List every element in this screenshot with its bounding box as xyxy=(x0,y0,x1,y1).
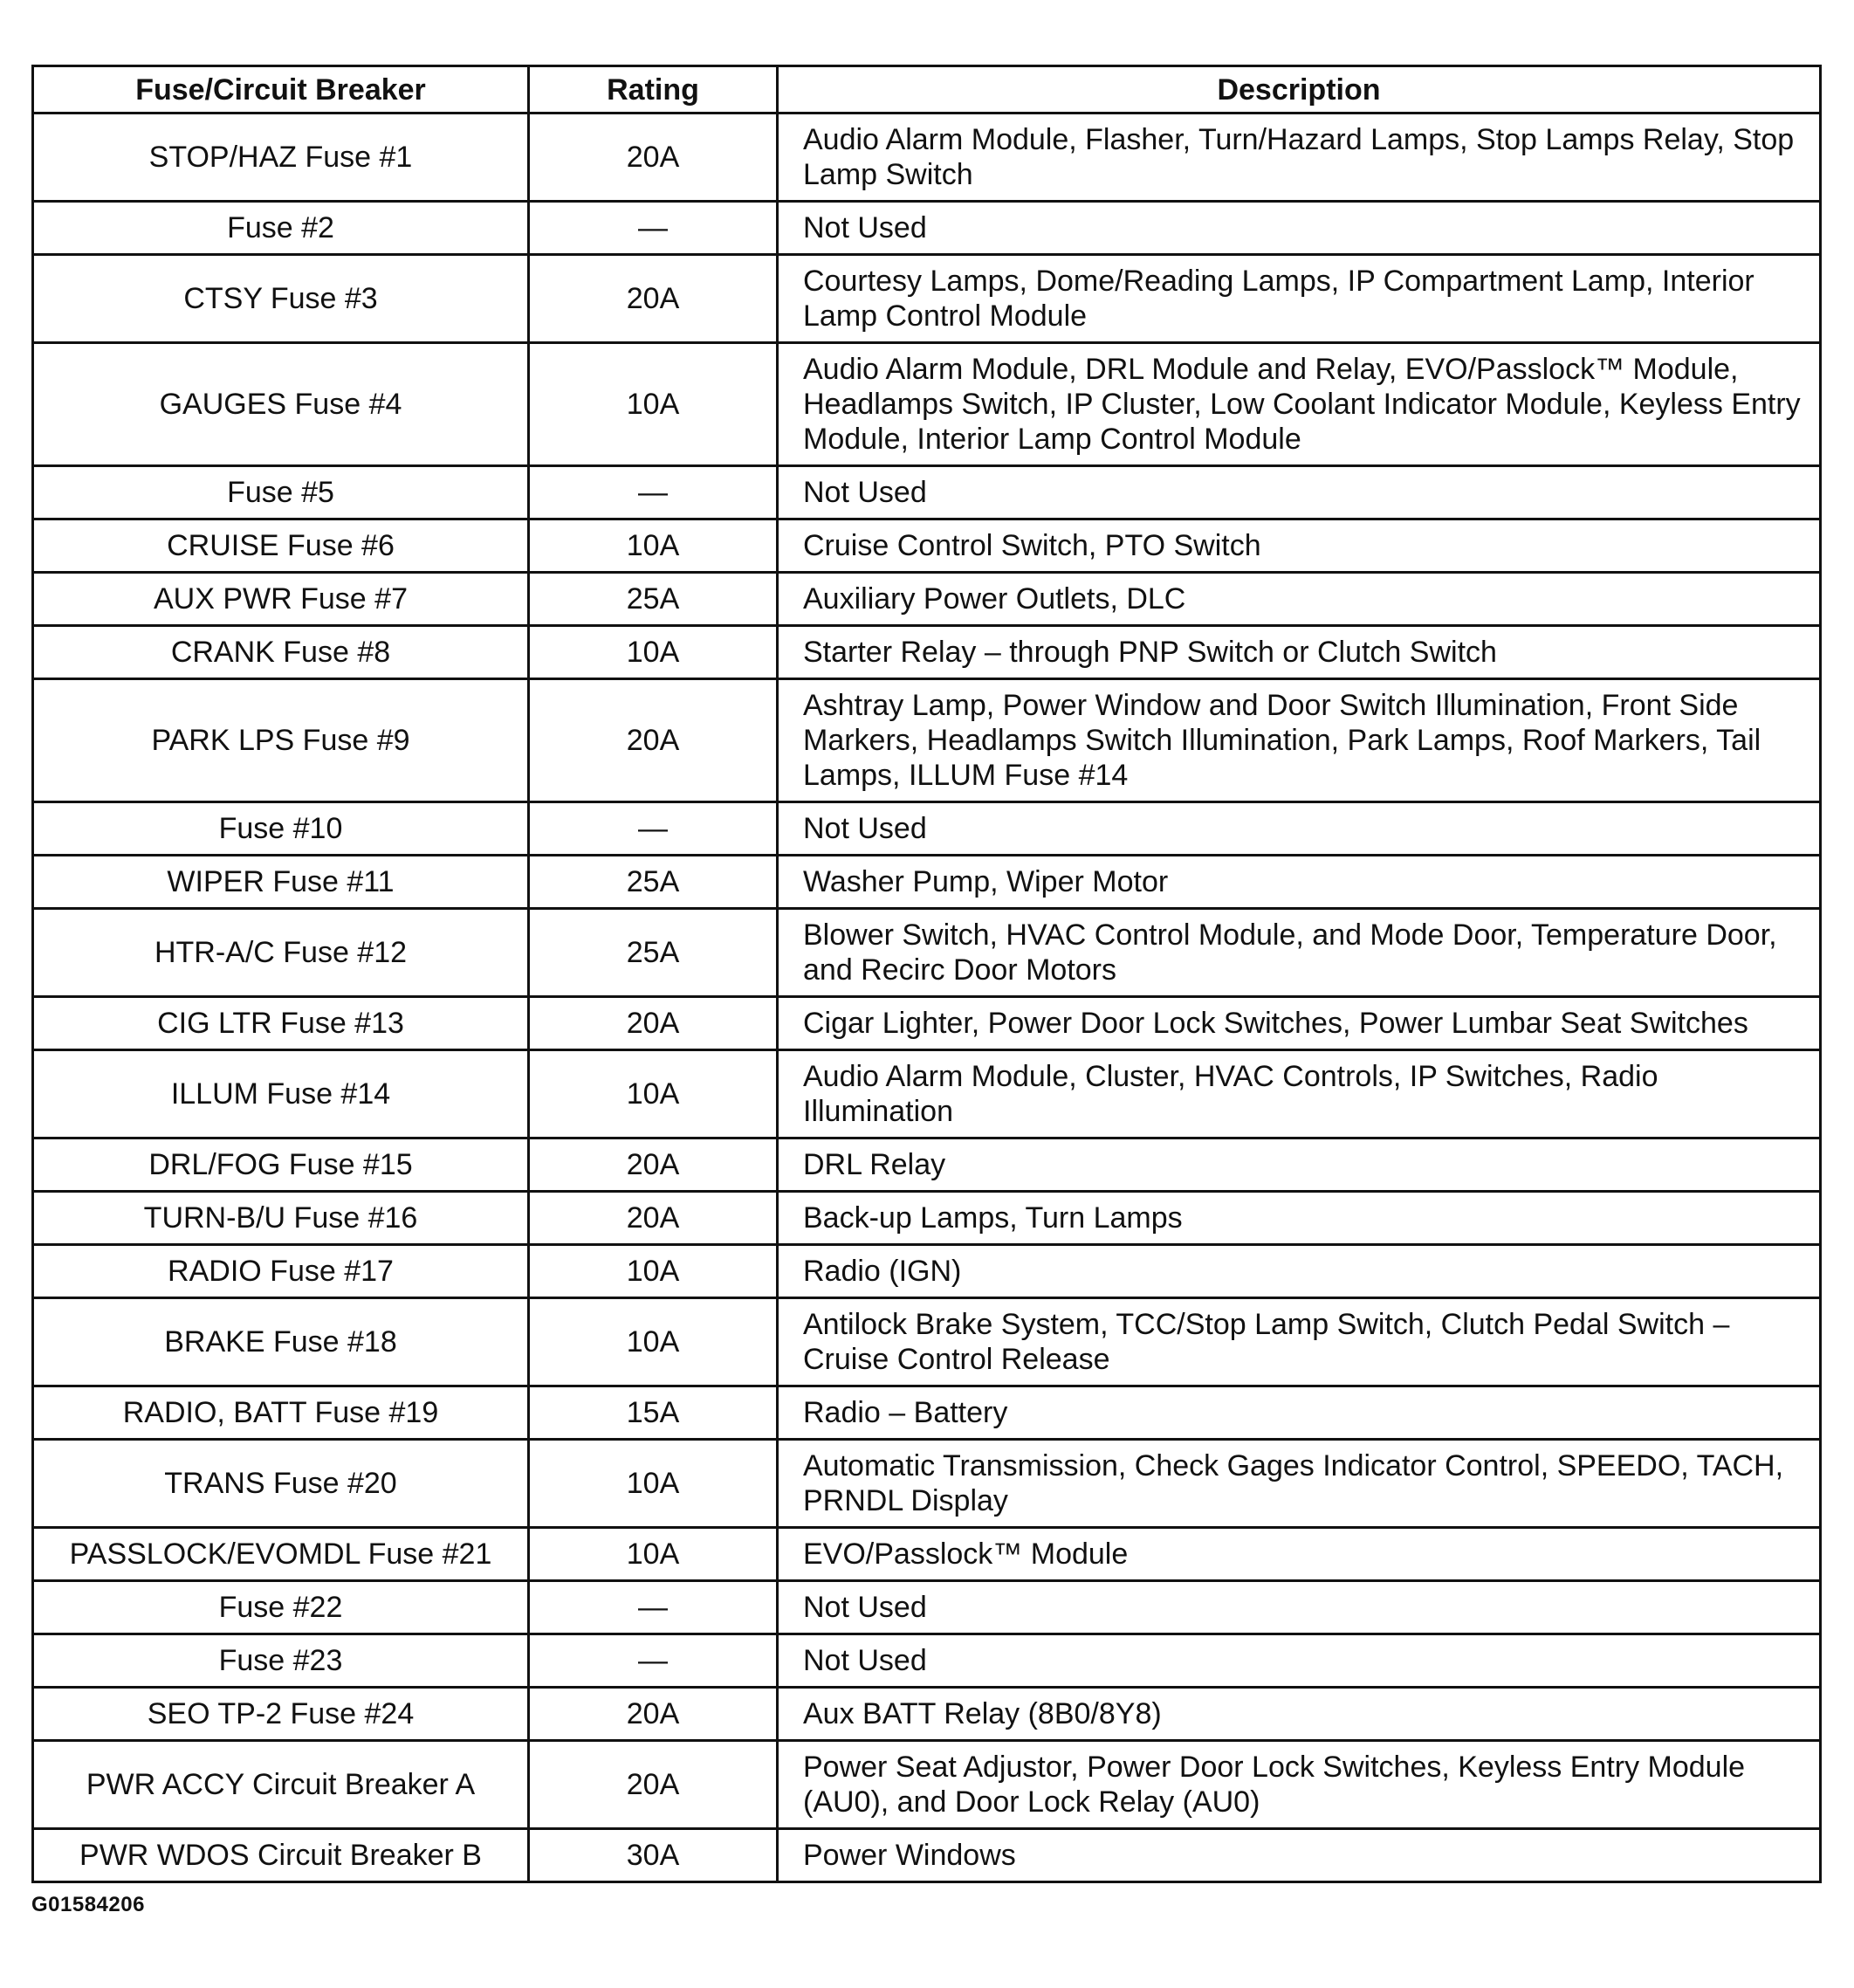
description-cell: Audio Alarm Module, Flasher, Turn/Hazard Lamps, Stop Lamps Relay, Stop Lamp Switch xyxy=(778,114,1821,202)
description-cell: Not Used xyxy=(778,1634,1821,1688)
column-header-description: Description xyxy=(778,66,1821,114)
table-row xyxy=(33,255,1821,343)
rating-cell: 30A xyxy=(529,1829,778,1882)
description-cell: Radio – Battery xyxy=(778,1386,1821,1440)
table-row xyxy=(33,343,1821,466)
description-cell: Washer Pump, Wiper Motor xyxy=(778,856,1821,909)
rating-cell: 10A xyxy=(529,626,778,679)
fuse-name-cell: AUX PWR Fuse #7 xyxy=(33,573,529,626)
fuse-name-cell: CRANK Fuse #8 xyxy=(33,626,529,679)
rating-cell: — xyxy=(529,1581,778,1634)
header-row xyxy=(33,66,1821,114)
table-row xyxy=(33,802,1821,856)
table-row xyxy=(33,679,1821,802)
description-cell: Aux BATT Relay (8B0/8Y8) xyxy=(778,1688,1821,1741)
rating-cell: 25A xyxy=(529,856,778,909)
fuse-name-cell: CRUISE Fuse #6 xyxy=(33,519,529,573)
fuse-name-cell: SEO TP-2 Fuse #24 xyxy=(33,1688,529,1741)
description-cell: Back-up Lamps, Turn Lamps xyxy=(778,1192,1821,1245)
description-cell: Automatic Transmission, Check Gages Indicator Control, SPEEDO, TACH, PRNDL Display xyxy=(778,1440,1821,1528)
fuse-name-cell: Fuse #2 xyxy=(33,202,529,255)
description-cell: Auxiliary Power Outlets, DLC xyxy=(778,573,1821,626)
description-cell: EVO/Passlock™ Module xyxy=(778,1528,1821,1581)
fuse-table xyxy=(31,65,1822,1883)
fuse-name-cell: GAUGES Fuse #4 xyxy=(33,343,529,466)
description-cell: Audio Alarm Module, Cluster, HVAC Controls, IP Switches, Radio Illumination xyxy=(778,1050,1821,1138)
rating-cell: — xyxy=(529,1634,778,1688)
table-row xyxy=(33,1298,1821,1386)
fuse-name-cell: PARK LPS Fuse #9 xyxy=(33,679,529,802)
fuse-name-cell: DRL/FOG Fuse #15 xyxy=(33,1138,529,1192)
fuse-name-cell: Fuse #22 xyxy=(33,1581,529,1634)
table-row xyxy=(33,519,1821,573)
rating-cell: 25A xyxy=(529,909,778,997)
fuse-name-cell: STOP/HAZ Fuse #1 xyxy=(33,114,529,202)
table-row xyxy=(33,1581,1821,1634)
rating-cell: 20A xyxy=(529,1192,778,1245)
fuse-name-cell: WIPER Fuse #11 xyxy=(33,856,529,909)
rating-cell: — xyxy=(529,466,778,519)
rating-cell: 20A xyxy=(529,997,778,1050)
fuse-name-cell: TRANS Fuse #20 xyxy=(33,1440,529,1528)
description-cell: Radio (IGN) xyxy=(778,1245,1821,1298)
table-body xyxy=(33,114,1821,1882)
rating-cell: 10A xyxy=(529,1050,778,1138)
table-row xyxy=(33,1245,1821,1298)
fuse-name-cell: Fuse #23 xyxy=(33,1634,529,1688)
table-row xyxy=(33,626,1821,679)
table-row xyxy=(33,1688,1821,1741)
table-row xyxy=(33,1528,1821,1581)
table-row xyxy=(33,1440,1821,1528)
rating-cell: 10A xyxy=(529,343,778,466)
fuse-name-cell: BRAKE Fuse #18 xyxy=(33,1298,529,1386)
description-cell: Ashtray Lamp, Power Window and Door Switch Illumination, Front Side Markers, Headlamps Switch Illumination, Park Lamps, Roof Markers, Tail Lamps, ILLUM Fuse #14 xyxy=(778,679,1821,802)
table-row xyxy=(33,1138,1821,1192)
rating-cell: 10A xyxy=(529,1440,778,1528)
column-header-fuse: Fuse/Circuit Breaker xyxy=(33,66,529,114)
description-cell: DRL Relay xyxy=(778,1138,1821,1192)
table-row xyxy=(33,202,1821,255)
description-cell: Antilock Brake System, TCC/Stop Lamp Switch, Clutch Pedal Switch – Cruise Control Release xyxy=(778,1298,1821,1386)
description-cell: Cruise Control Switch, PTO Switch xyxy=(778,519,1821,573)
figure-id: G01584206 xyxy=(31,1893,145,1916)
fuse-name-cell: HTR-A/C Fuse #12 xyxy=(33,909,529,997)
rating-cell: 10A xyxy=(529,1245,778,1298)
rating-cell: 25A xyxy=(529,573,778,626)
table-row xyxy=(33,1386,1821,1440)
rating-cell: 20A xyxy=(529,255,778,343)
table-row xyxy=(33,114,1821,202)
description-cell: Starter Relay – through PNP Switch or Clutch Switch xyxy=(778,626,1821,679)
rating-cell: 10A xyxy=(529,1298,778,1386)
rating-cell: — xyxy=(529,202,778,255)
fuse-name-cell: RADIO Fuse #17 xyxy=(33,1245,529,1298)
rating-cell: 10A xyxy=(529,1528,778,1581)
description-cell: Audio Alarm Module, DRL Module and Relay, EVO/Passlock™ Module, Headlamps Switch, IP Cluster, Low Coolant Indicator Module, Keyless Entry Module, Interior Lamp Control Module xyxy=(778,343,1821,466)
description-cell: Power Seat Adjustor, Power Door Lock Switches, Keyless Entry Module (AU0), and Door Lock Relay (AU0) xyxy=(778,1741,1821,1829)
fuse-name-cell: CTSY Fuse #3 xyxy=(33,255,529,343)
table-row xyxy=(33,1050,1821,1138)
description-cell: Courtesy Lamps, Dome/Reading Lamps, IP Compartment Lamp, Interior Lamp Control Module xyxy=(778,255,1821,343)
fuse-name-cell: PASSLOCK/EVOMDL Fuse #21 xyxy=(33,1528,529,1581)
description-cell: Cigar Lighter, Power Door Lock Switches, Power Lumbar Seat Switches xyxy=(778,997,1821,1050)
description-cell: Power Windows xyxy=(778,1829,1821,1882)
description-cell: Not Used xyxy=(778,202,1821,255)
description-cell: Not Used xyxy=(778,1581,1821,1634)
fuse-name-cell: PWR ACCY Circuit Breaker A xyxy=(33,1741,529,1829)
description-cell: Not Used xyxy=(778,802,1821,856)
description-cell: Not Used xyxy=(778,466,1821,519)
table-row xyxy=(33,856,1821,909)
table-row xyxy=(33,1741,1821,1829)
rating-cell: 10A xyxy=(529,519,778,573)
fuse-name-cell: TURN-B/U Fuse #16 xyxy=(33,1192,529,1245)
rating-cell: 20A xyxy=(529,114,778,202)
fuse-name-cell: ILLUM Fuse #14 xyxy=(33,1050,529,1138)
fuse-name-cell: PWR WDOS Circuit Breaker B xyxy=(33,1829,529,1882)
fuse-name-cell: CIG LTR Fuse #13 xyxy=(33,997,529,1050)
description-cell: Blower Switch, HVAC Control Module, and Mode Door, Temperature Door, and Recirc Door Motors xyxy=(778,909,1821,997)
fuse-name-cell: Fuse #10 xyxy=(33,802,529,856)
rating-cell: 20A xyxy=(529,1138,778,1192)
rating-cell: 20A xyxy=(529,1688,778,1741)
table-row xyxy=(33,1829,1821,1882)
rating-cell: — xyxy=(529,802,778,856)
fuse-name-cell: Fuse #5 xyxy=(33,466,529,519)
table-row xyxy=(33,1192,1821,1245)
table-row xyxy=(33,573,1821,626)
table-row xyxy=(33,997,1821,1050)
column-header-rating: Rating xyxy=(529,66,778,114)
fuse-name-cell: RADIO, BATT Fuse #19 xyxy=(33,1386,529,1440)
table-row xyxy=(33,466,1821,519)
rating-cell: 20A xyxy=(529,679,778,802)
table-row xyxy=(33,909,1821,997)
rating-cell: 20A xyxy=(529,1741,778,1829)
table-row xyxy=(33,1634,1821,1688)
rating-cell: 15A xyxy=(529,1386,778,1440)
